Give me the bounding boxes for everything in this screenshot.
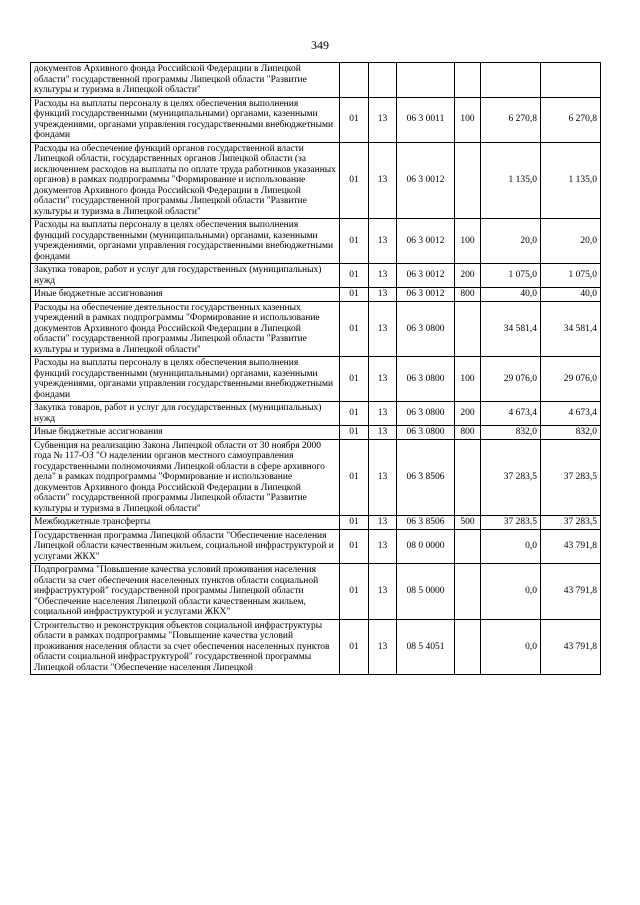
table-row <box>31 619 601 675</box>
table-row <box>31 301 601 357</box>
table-row <box>31 402 601 426</box>
row-section-cell: 01 <box>340 264 369 288</box>
row-section-cell: 01 <box>340 402 369 426</box>
row-target-code-cell: 06 3 0800 <box>397 301 455 357</box>
table-row <box>31 63 601 98</box>
row-target-code-cell <box>397 63 455 98</box>
row-name-cell: Расходы на выплаты персоналу в целях обеспечения выполнения функций государственными (муниципальными) органами, казенными учреждениями, органами управления государственными внебюджетными фондами <box>31 219 340 264</box>
row-name-cell: Государственная программа Липецкой области "Обеспечение населения Липецкой области качественным жильем, социальной инфраструктурой и услугами ЖКХ" <box>31 529 340 564</box>
row-section-cell: 01 <box>340 564 369 620</box>
row-amount-1-cell: 34 581,4 <box>481 301 541 357</box>
row-target-code-cell: 06 3 0800 <box>397 402 455 426</box>
row-expense-type-cell: 500 <box>455 516 481 530</box>
table-row <box>31 516 601 530</box>
row-subsection-cell: 13 <box>369 288 397 302</box>
row-amount-2-cell: 34 581,4 <box>541 301 601 357</box>
row-amount-1-cell: 37 283,5 <box>481 439 541 516</box>
row-name-cell: Расходы на выплаты персоналу в целях обеспечения выполнения функций государственными (муниципальными) органами, казенными учреждениями, органами управления государственными внебюджетными фондами <box>31 97 340 142</box>
row-amount-2-cell: 37 283,5 <box>541 439 601 516</box>
row-amount-1-cell: 6 270,8 <box>481 97 541 142</box>
row-amount-2-cell: 4 673,4 <box>541 402 601 426</box>
row-expense-type-cell: 100 <box>455 219 481 264</box>
row-amount-2-cell: 29 076,0 <box>541 357 601 402</box>
row-section-cell: 01 <box>340 529 369 564</box>
row-expense-type-cell: 200 <box>455 264 481 288</box>
row-subsection-cell: 13 <box>369 439 397 516</box>
row-expense-type-cell <box>455 439 481 516</box>
row-target-code-cell: 06 3 8506 <box>397 516 455 530</box>
row-expense-type-cell: 800 <box>455 426 481 440</box>
row-target-code-cell: 06 3 8506 <box>397 439 455 516</box>
row-amount-1-cell: 20,0 <box>481 219 541 264</box>
row-amount-2-cell: 832,0 <box>541 426 601 440</box>
row-section-cell: 01 <box>340 439 369 516</box>
row-subsection-cell: 13 <box>369 97 397 142</box>
row-target-code-cell: 06 3 0011 <box>397 97 455 142</box>
row-section-cell: 01 <box>340 301 369 357</box>
row-target-code-cell: 06 3 0012 <box>397 219 455 264</box>
row-amount-1-cell: 40,0 <box>481 288 541 302</box>
row-section-cell: 01 <box>340 619 369 675</box>
row-name-cell: документов Архивного фонда Российской Федерации в Липецкой области" государственной программы Липецкой области "Развитие культуры и туризма в Липецкой области" <box>31 63 340 98</box>
row-target-code-cell: 08 5 4051 <box>397 619 455 675</box>
row-expense-type-cell <box>455 142 481 219</box>
row-amount-1-cell: 0,0 <box>481 529 541 564</box>
budget-table-body <box>31 63 601 675</box>
row-subsection-cell: 13 <box>369 529 397 564</box>
row-amount-2-cell: 1 075,0 <box>541 264 601 288</box>
row-amount-1-cell: 1 135,0 <box>481 142 541 219</box>
row-subsection-cell: 13 <box>369 564 397 620</box>
table-row <box>31 529 601 564</box>
row-expense-type-cell: 200 <box>455 402 481 426</box>
row-expense-type-cell <box>455 301 481 357</box>
row-amount-1-cell: 37 283,5 <box>481 516 541 530</box>
row-subsection-cell: 13 <box>369 357 397 402</box>
row-section-cell: 01 <box>340 288 369 302</box>
row-expense-type-cell <box>455 619 481 675</box>
row-subsection-cell: 13 <box>369 264 397 288</box>
budget-table <box>30 62 601 675</box>
row-section-cell: 01 <box>340 97 369 142</box>
row-target-code-cell: 08 0 0000 <box>397 529 455 564</box>
row-expense-type-cell: 800 <box>455 288 481 302</box>
row-amount-1-cell: 0,0 <box>481 564 541 620</box>
row-amount-1-cell: 4 673,4 <box>481 402 541 426</box>
table-row <box>31 426 601 440</box>
row-name-cell: Иные бюджетные ассигнования <box>31 288 340 302</box>
row-amount-2-cell <box>541 63 601 98</box>
row-amount-2-cell: 40,0 <box>541 288 601 302</box>
row-target-code-cell: 08 5 0000 <box>397 564 455 620</box>
row-subsection-cell: 13 <box>369 301 397 357</box>
row-section-cell: 01 <box>340 357 369 402</box>
row-target-code-cell: 06 3 0012 <box>397 288 455 302</box>
row-subsection-cell: 13 <box>369 516 397 530</box>
table-row <box>31 357 601 402</box>
table-row <box>31 219 601 264</box>
table-row <box>31 142 601 219</box>
row-subsection-cell: 13 <box>369 219 397 264</box>
row-name-cell: Строительство и реконструкция объектов социальной инфраструктуры области в рамках подпрограммы "Повышение качества условий проживания населения области за счет обеспечения населенных пунктов области социальной инфраструктурой" государственной программы Липецкой области "Обеспечение населения Липецкой <box>31 619 340 675</box>
row-expense-type-cell: 100 <box>455 97 481 142</box>
row-name-cell: Расходы на выплаты персоналу в целях обеспечения выполнения функций государственными (муниципальными) органами, казенными учреждениями, органами управления государственными внебюджетными фондами <box>31 357 340 402</box>
row-amount-2-cell: 43 791,8 <box>541 529 601 564</box>
row-expense-type-cell <box>455 564 481 620</box>
table-row <box>31 288 601 302</box>
table-row <box>31 564 601 620</box>
row-name-cell: Расходы на обеспечение функций органов государственной власти Липецкой области, государственных органов Липецкой области (за исключением расходов на выплаты по оплате труда работников указанных органов) в рамках подпрограммы "Формирование и использование документов Архивного фонда Российской Федерации в Липецкой области" государственной программы Липецкой области "Развитие культуры и туризма в Липецкой области" <box>31 142 340 219</box>
row-expense-type-cell: 100 <box>455 357 481 402</box>
row-amount-1-cell: 29 076,0 <box>481 357 541 402</box>
table-row <box>31 97 601 142</box>
row-target-code-cell: 06 3 0800 <box>397 357 455 402</box>
row-subsection-cell: 13 <box>369 402 397 426</box>
row-amount-1-cell: 832,0 <box>481 426 541 440</box>
row-name-cell: Иные бюджетные ассигнования <box>31 426 340 440</box>
row-subsection-cell: 13 <box>369 142 397 219</box>
row-name-cell: Закупка товаров, работ и услуг для государственных (муниципальных) нужд <box>31 402 340 426</box>
row-amount-2-cell: 37 283,5 <box>541 516 601 530</box>
row-section-cell: 01 <box>340 219 369 264</box>
row-target-code-cell: 06 3 0800 <box>397 426 455 440</box>
row-subsection-cell: 13 <box>369 426 397 440</box>
row-amount-1-cell <box>481 63 541 98</box>
row-subsection-cell <box>369 63 397 98</box>
row-amount-2-cell: 6 270,8 <box>541 97 601 142</box>
row-subsection-cell: 13 <box>369 619 397 675</box>
row-target-code-cell: 06 3 0012 <box>397 264 455 288</box>
row-amount-1-cell: 1 075,0 <box>481 264 541 288</box>
row-name-cell: Субвенция на реализацию Закона Липецкой области от 30 ноября 2000 года № 117-ОЗ "О наделении органов местного самоуправления государственными полномочиями Липецкой области в сфере архивного дела" в рамках подпрограммы "Формирование и использование документов Архивного фонда Российской Федерации в Липецкой области" государственной программы Липецкой области "Развитие культуры и туризма в Липецкой области" <box>31 439 340 516</box>
row-expense-type-cell <box>455 529 481 564</box>
row-amount-2-cell: 1 135,0 <box>541 142 601 219</box>
row-name-cell: Подпрограмма "Повышение качества условий проживания населения области за счет обеспечения населенных пунктов области социальной инфраструктурой" государственной программы Липецкой области "Обеспечение населения Липецкой области качественным жильем, социальной инфраструктурой и услугами ЖКХ" <box>31 564 340 620</box>
row-amount-2-cell: 20,0 <box>541 219 601 264</box>
row-section-cell <box>340 63 369 98</box>
row-amount-2-cell: 43 791,8 <box>541 564 601 620</box>
row-expense-type-cell <box>455 63 481 98</box>
page-number: 349 <box>311 38 329 52</box>
table-row <box>31 439 601 516</box>
row-amount-1-cell: 0,0 <box>481 619 541 675</box>
row-name-cell: Закупка товаров, работ и услуг для государственных (муниципальных) нужд <box>31 264 340 288</box>
row-name-cell: Межбюджетные трансферты <box>31 516 340 530</box>
row-amount-2-cell: 43 791,8 <box>541 619 601 675</box>
row-target-code-cell: 06 3 0012 <box>397 142 455 219</box>
row-section-cell: 01 <box>340 142 369 219</box>
row-name-cell: Расходы на обеспечение деятельности государственных казенных учреждений в рамках подпрограммы "Формирование и использование документов Архивного фонда Российской Федерации в Липецкой области" государственной программы Липецкой области "Развитие культуры и туризма в Липецкой области" <box>31 301 340 357</box>
row-section-cell: 01 <box>340 516 369 530</box>
table-row <box>31 264 601 288</box>
row-section-cell: 01 <box>340 426 369 440</box>
